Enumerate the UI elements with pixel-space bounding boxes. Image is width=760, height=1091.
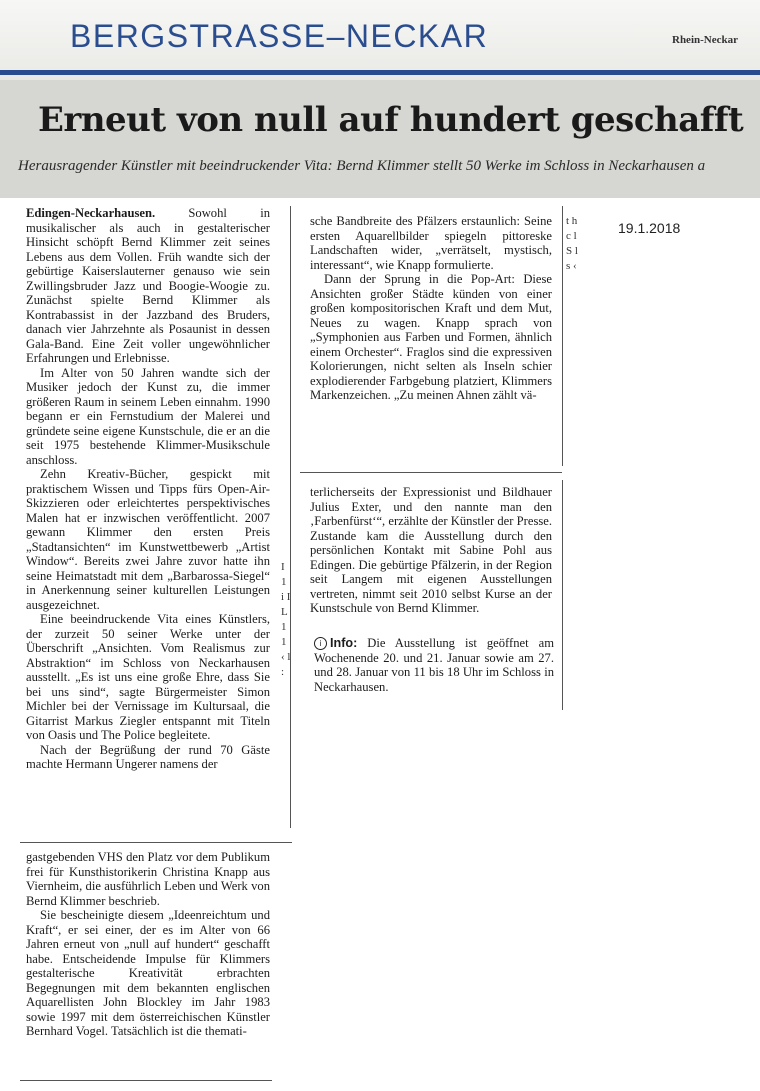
block-divider [20, 842, 292, 843]
article-column-2b [310, 485, 552, 616]
column-divider [562, 206, 563, 466]
paragraph [26, 206, 270, 366]
info-icon: i [314, 637, 327, 650]
dateline: Edingen-Neckarhausen. [26, 206, 156, 220]
info-box [314, 636, 554, 694]
paragraph: Sie bescheinigte diesem „Ideenreichtum und Kraft“, er sei einer, der es im Alter von 66 Jahren erneut von „null auf hundert“ geschafft habe. Entscheidende Impulse für Klimmers gestalterische Kreativität erbrachten Begegnungen mit dem bekannten englischen Aquarellisten John Blockley im Jahr 1983 sowie 1997 mit dem österreichischen Künstler Bernhard Vogel. Tatsächlich ist die themati- [26, 908, 270, 1038]
paragraph: Dann der Sprung in die Pop-Art: Diese Ansichten großer Städte künden von einer großen kompositorischen Kraft und dem Mut, Neues zu wagen. Knapp sprach von „Symphonien aus Farben und Formen, ähnlich einem Orchester“. Fraglos sind die expressiven Kolorierungen, nicht selten als Inseln schier explodierender Farbgebung platziert, Klimmers Markenzeichen. „Zu meinen Ahnen zählt vä- [310, 272, 552, 402]
info-label: Info: [330, 636, 358, 650]
block-divider [20, 1080, 272, 1081]
paragraph: Im Alter von 50 Jahren wandte sich der Musiker jedoch der Kunst zu, die immer größeren Raum in seinem Leben einnahm. 1990 begann er ein Fernstudium der Malerei und gründete seine eigene Kunstschule, die er an die seit 1975 bestehende Klimmer-Musikschule anschloss. [26, 365, 270, 467]
column-divider [290, 206, 291, 828]
neighbor-text-fragment: I 1 i I L 1 1 ‹ l : [281, 561, 291, 678]
block-divider [300, 472, 562, 473]
article-column-2 [310, 214, 552, 403]
clipping-date: 19.1.2018 [618, 220, 681, 236]
paragraph: terlicherseits der Expressionist und Bildhauer Julius Exter, und den nannte man den ‚Farbenfürst‘“, erzählte der Künstler der Presse. Zustande kam die Ausstellung durch den persönlichen Kontakt mit Sabine Pohl aus Edingen. Die gebürtige Pfälzerin, in der Region seit Langem mit eigenen Ausstellungen vertreten, nimmt seit 2010 selbst Kurse an der Kunstschule von Bernd Klimmer. [310, 485, 552, 615]
paragraph: gastgebenden VHS den Platz vor dem Publikum frei für Kunsthistorikerin Christina Knapp aus Viernheim, die ausführlich Leben und Werk von Bernd Klimmer beschrieb. [26, 850, 270, 908]
paragraph: sche Bandbreite des Pfälzers erstaunlich: Seine ersten Aquarellbilder spiegeln pittoreske Landschaften wider, „verrätselt, mystisch, interessant“, wie Knapp formulierte. [310, 214, 552, 272]
article-column-1b [26, 850, 270, 1039]
article-headline: Erneut von null auf hundert geschafft [38, 100, 744, 140]
paragraph: Zehn Kreativ-Bücher, gespickt mit praktischem Wissen und Tipps fürs Open-Air-Skizzieren oder erleichtertes perspektivisches Malen hat er inzwischen veröffentlicht. 2007 gewann Klimmer den ersten Preis „Stadtansichten“ im Kunstwettbewerb „Artist Window“. Bereits zwei Jahre zuvor hatte ihn seine Heimatstadt mit dem „Barbarossa-Siegel“ in Anerkennung seiner kulturellen Leistungen ausgezeichnet. [26, 467, 270, 612]
section-title: BERGSTRASSE–NECKAR [70, 18, 489, 54]
info-text: Die Ausstellung ist geöffnet am Wochenende 20. und 21. Januar sowie am 27. und 28. Januar von 11 bis 18 Uhr im Schloss in Neckarhausen. [314, 636, 554, 694]
paragraph-text: Sowohl in musikalischer als auch in gestalterischer Hinsicht schöpft Bernd Klimmer zeit seines Lebens aus dem Vollen. Früh wandte sich der gebürtige Kaiserslauterner genauso wie sein Zwillingsbruder Jazz und Boogie-Woogie zu. Zunächst spielte Bernd Klimmer als Kontrabassist in der Jazzband des Bruders, danach vier Jahrzehnte als Posaunist in dessen Gala-Band. Eine Zeit voller ungewöhnlicher Erfahrungen und Erlebnisse. [26, 206, 270, 365]
header-rule [0, 70, 760, 75]
article-column-1 [26, 206, 270, 772]
article-subheadline: Herausragender Künstler mit beeindruckender Vita: Bernd Klimmer stellt 50 Werke im Schloss in Neckarhausen a [18, 158, 706, 174]
neighbor-text-fragment: t h c l S l s ‹ [566, 215, 578, 272]
paragraph: Nach der Begrüßung der rund 70 Gäste machte Hermann Ungerer namens der [26, 742, 270, 771]
publisher-fragment: Rhein-Neckar [672, 34, 738, 46]
paragraph: Eine beeindruckende Vita eines Künstlers, der zurzeit 50 seiner Werke unter der Überschrift „Ansichten. Vom Realismus zur Abstraktion“ im Schloss von Neckarhausen ausstellt. „Es ist uns eine große Ehre, dass Sie bei uns sind“, sagte Bürgermeister Simon Michler bei der Vernissage im Kultursaal, die Gitarrist Markus Ziegler entspannt mit Titeln von Oasis und The Police begleitete. [26, 612, 270, 742]
column-divider [562, 480, 563, 710]
